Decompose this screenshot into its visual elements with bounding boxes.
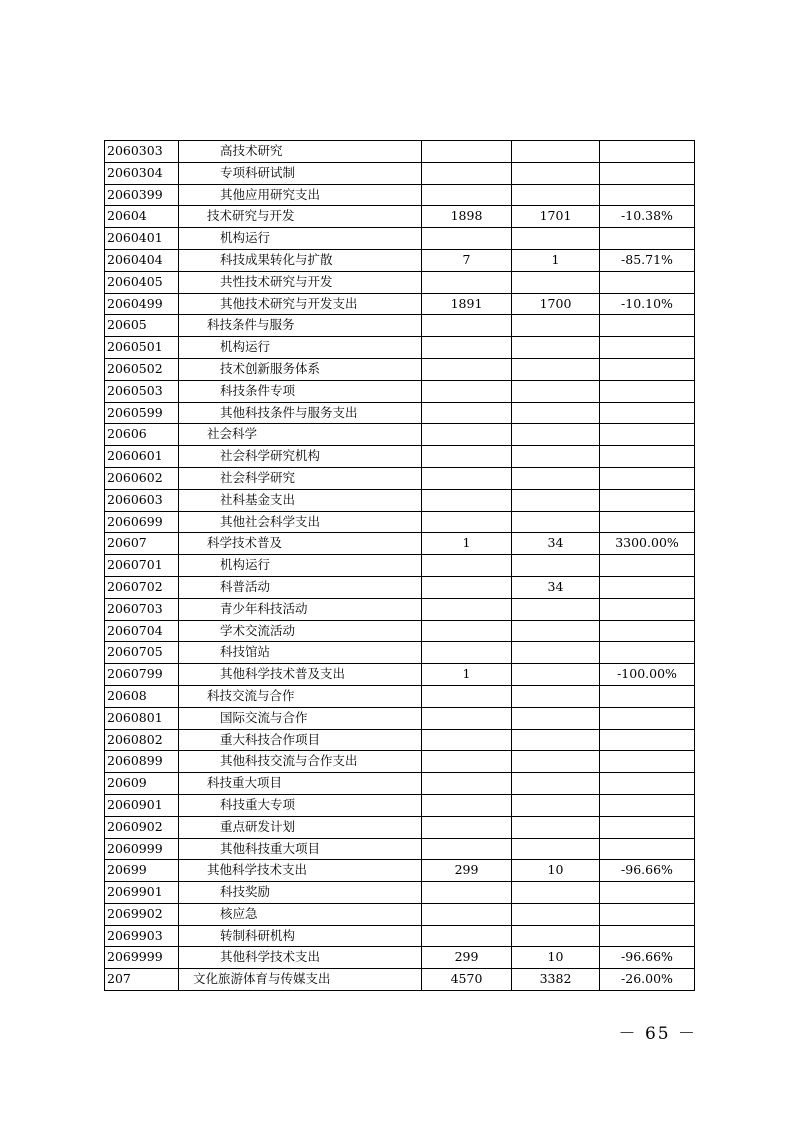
value-2-cell [512, 141, 600, 163]
table-row [105, 162, 695, 184]
change-rate-cell [600, 228, 695, 250]
value-2-cell [512, 446, 600, 468]
item-code-cell: 2060401 [105, 228, 179, 250]
item-name-cell: 高技术研究 [179, 141, 422, 163]
table-row [105, 337, 695, 359]
item-code-cell: 2060602 [105, 467, 179, 489]
item-name-cell: 社会科学研究机构 [179, 446, 422, 468]
item-name-cell: 机构运行 [179, 228, 422, 250]
value-1-cell [422, 424, 512, 446]
value-2-cell [512, 402, 600, 424]
table-row [105, 446, 695, 468]
item-name-cell: 其他科技条件与服务支出 [179, 402, 422, 424]
value-2-cell: 1700 [512, 293, 600, 315]
item-code-cell: 20608 [105, 685, 179, 707]
item-code-cell: 2060801 [105, 707, 179, 729]
value-1-cell [422, 402, 512, 424]
value-2-cell [512, 424, 600, 446]
value-2-cell: 10 [512, 947, 600, 969]
change-rate-cell: 3300.00% [600, 533, 695, 555]
value-2-cell [512, 903, 600, 925]
value-1-cell [422, 882, 512, 904]
item-name-cell: 其他社会科学支出 [179, 511, 422, 533]
table-row [105, 293, 695, 315]
item-name-cell: 机构运行 [179, 337, 422, 359]
value-1-cell [422, 576, 512, 598]
item-name-cell: 重大科技合作项目 [179, 729, 422, 751]
change-rate-cell [600, 489, 695, 511]
value-2-cell: 34 [512, 533, 600, 555]
table-row [105, 402, 695, 424]
table-row [105, 773, 695, 795]
table-row [105, 533, 695, 555]
value-1-cell: 299 [422, 860, 512, 882]
item-code-cell: 2060501 [105, 337, 179, 359]
table-row [105, 707, 695, 729]
table-row [105, 925, 695, 947]
table-row [105, 664, 695, 686]
item-code-cell: 2060701 [105, 555, 179, 577]
change-rate-cell [600, 576, 695, 598]
change-rate-cell: -10.10% [600, 293, 695, 315]
change-rate-cell [600, 184, 695, 206]
change-rate-cell [600, 903, 695, 925]
table-row [105, 598, 695, 620]
item-code-cell: 2060902 [105, 816, 179, 838]
item-code-cell: 2060499 [105, 293, 179, 315]
value-1-cell [422, 838, 512, 860]
table-row [105, 576, 695, 598]
item-name-cell: 学术交流活动 [179, 620, 422, 642]
item-code-cell: 2060399 [105, 184, 179, 206]
value-1-cell [422, 228, 512, 250]
value-1-cell [422, 446, 512, 468]
table-row [105, 511, 695, 533]
item-name-cell: 社科基金支出 [179, 489, 422, 511]
item-name-cell: 专项科研试制 [179, 162, 422, 184]
value-1-cell [422, 685, 512, 707]
item-name-cell: 转制科研机构 [179, 925, 422, 947]
value-2-cell [512, 751, 600, 773]
item-name-cell: 科普活动 [179, 576, 422, 598]
change-rate-cell [600, 162, 695, 184]
value-1-cell [422, 489, 512, 511]
item-name-cell: 机构运行 [179, 555, 422, 577]
value-1-cell [422, 141, 512, 163]
value-2-cell [512, 816, 600, 838]
change-rate-cell [600, 773, 695, 795]
item-name-cell: 其他科学技术支出 [179, 947, 422, 969]
item-code-cell: 2060303 [105, 141, 179, 163]
item-code-cell: 2069902 [105, 903, 179, 925]
value-1-cell: 7 [422, 249, 512, 271]
table-row [105, 903, 695, 925]
value-2-cell [512, 467, 600, 489]
change-rate-cell [600, 685, 695, 707]
item-code-cell: 2060705 [105, 642, 179, 664]
change-rate-cell [600, 555, 695, 577]
change-rate-cell [600, 424, 695, 446]
item-code-cell: 2060899 [105, 751, 179, 773]
table-row [105, 271, 695, 293]
change-rate-cell [600, 467, 695, 489]
change-rate-cell [600, 271, 695, 293]
item-name-cell: 科技重大项目 [179, 773, 422, 795]
change-rate-cell [600, 729, 695, 751]
table-row [105, 228, 695, 250]
table-row [105, 424, 695, 446]
table-row [105, 620, 695, 642]
table-row [105, 860, 695, 882]
value-2-cell: 1 [512, 249, 600, 271]
change-rate-cell [600, 315, 695, 337]
value-1-cell [422, 729, 512, 751]
value-2-cell: 10 [512, 860, 600, 882]
value-2-cell [512, 598, 600, 620]
item-name-cell: 科技馆站 [179, 642, 422, 664]
value-1-cell [422, 751, 512, 773]
item-code-cell: 2060704 [105, 620, 179, 642]
value-1-cell: 1898 [422, 206, 512, 228]
value-2-cell [512, 337, 600, 359]
item-code-cell: 20607 [105, 533, 179, 555]
item-code-cell: 2060404 [105, 249, 179, 271]
item-name-cell: 其他科技重大项目 [179, 838, 422, 860]
value-2-cell [512, 642, 600, 664]
change-rate-cell [600, 794, 695, 816]
table-row [105, 882, 695, 904]
change-rate-cell [600, 925, 695, 947]
table-row [105, 751, 695, 773]
value-1-cell [422, 816, 512, 838]
item-code-cell: 2069903 [105, 925, 179, 947]
value-2-cell [512, 162, 600, 184]
change-rate-cell [600, 882, 695, 904]
value-2-cell [512, 664, 600, 686]
value-1-cell [422, 925, 512, 947]
item-code-cell: 2060503 [105, 380, 179, 402]
change-rate-cell [600, 620, 695, 642]
change-rate-cell [600, 380, 695, 402]
item-name-cell: 核应急 [179, 903, 422, 925]
value-2-cell [512, 315, 600, 337]
table-row [105, 685, 695, 707]
change-rate-cell [600, 707, 695, 729]
item-code-cell: 2060502 [105, 358, 179, 380]
value-1-cell: 1891 [422, 293, 512, 315]
value-1-cell [422, 511, 512, 533]
change-rate-cell [600, 446, 695, 468]
change-rate-cell: -100.00% [600, 664, 695, 686]
value-1-cell [422, 467, 512, 489]
item-code-cell: 2060601 [105, 446, 179, 468]
value-2-cell [512, 729, 600, 751]
table-row [105, 816, 695, 838]
item-name-cell: 科学技术普及 [179, 533, 422, 555]
change-rate-cell: -96.66% [600, 860, 695, 882]
change-rate-cell [600, 141, 695, 163]
value-1-cell [422, 358, 512, 380]
item-code-cell: 2060802 [105, 729, 179, 751]
change-rate-cell: -85.71% [600, 249, 695, 271]
item-code-cell: 2069901 [105, 882, 179, 904]
value-2-cell [512, 511, 600, 533]
table-row [105, 467, 695, 489]
table-row [105, 838, 695, 860]
item-code-cell: 2060599 [105, 402, 179, 424]
value-1-cell [422, 598, 512, 620]
value-2-cell [512, 489, 600, 511]
value-1-cell: 4570 [422, 969, 512, 991]
change-rate-cell [600, 402, 695, 424]
change-rate-cell: -96.66% [600, 947, 695, 969]
value-1-cell [422, 184, 512, 206]
item-name-cell: 社会科学 [179, 424, 422, 446]
item-name-cell: 科技条件与服务 [179, 315, 422, 337]
value-2-cell [512, 794, 600, 816]
item-code-cell: 2060901 [105, 794, 179, 816]
value-2-cell [512, 882, 600, 904]
value-1-cell: 299 [422, 947, 512, 969]
change-rate-cell [600, 337, 695, 359]
table-row [105, 206, 695, 228]
value-1-cell [422, 337, 512, 359]
item-name-cell: 科技交流与合作 [179, 685, 422, 707]
table-row [105, 969, 695, 991]
item-name-cell: 科技条件专项 [179, 380, 422, 402]
item-code-cell: 20605 [105, 315, 179, 337]
page-number: － 65 － [618, 1024, 697, 1044]
table-row [105, 358, 695, 380]
value-1-cell [422, 620, 512, 642]
item-name-cell: 重点研发计划 [179, 816, 422, 838]
value-1-cell [422, 773, 512, 795]
value-2-cell [512, 838, 600, 860]
change-rate-cell: -10.38% [600, 206, 695, 228]
value-1-cell [422, 315, 512, 337]
value-1-cell [422, 707, 512, 729]
item-code-cell: 20606 [105, 424, 179, 446]
value-2-cell: 34 [512, 576, 600, 598]
item-name-cell: 社会科学研究 [179, 467, 422, 489]
table-row [105, 729, 695, 751]
change-rate-cell [600, 598, 695, 620]
value-2-cell [512, 228, 600, 250]
value-1-cell [422, 162, 512, 184]
item-name-cell: 其他科学技术普及支出 [179, 664, 422, 686]
value-2-cell [512, 271, 600, 293]
table-row [105, 947, 695, 969]
value-1-cell [422, 555, 512, 577]
table-row [105, 315, 695, 337]
item-name-cell: 文化旅游体育与传媒支出 [179, 969, 422, 991]
change-rate-cell [600, 816, 695, 838]
value-1-cell [422, 271, 512, 293]
table-row [105, 642, 695, 664]
item-code-cell: 2060405 [105, 271, 179, 293]
value-2-cell [512, 555, 600, 577]
table-row [105, 489, 695, 511]
value-1-cell [422, 380, 512, 402]
value-1-cell: 1 [422, 533, 512, 555]
value-2-cell [512, 184, 600, 206]
value-2-cell [512, 620, 600, 642]
table-row [105, 555, 695, 577]
value-2-cell [512, 380, 600, 402]
change-rate-cell [600, 642, 695, 664]
value-1-cell [422, 794, 512, 816]
item-name-cell: 共性技术研究与开发 [179, 271, 422, 293]
change-rate-cell [600, 838, 695, 860]
value-2-cell: 1701 [512, 206, 600, 228]
value-1-cell [422, 903, 512, 925]
item-name-cell: 科技成果转化与扩散 [179, 249, 422, 271]
table-body [105, 141, 695, 991]
item-code-cell: 20699 [105, 860, 179, 882]
table-row [105, 184, 695, 206]
table-row [105, 794, 695, 816]
value-2-cell [512, 773, 600, 795]
item-code-cell: 20604 [105, 206, 179, 228]
change-rate-cell: -26.00% [600, 969, 695, 991]
value-2-cell [512, 707, 600, 729]
item-name-cell: 科技重大专项 [179, 794, 422, 816]
value-2-cell [512, 358, 600, 380]
table-row [105, 249, 695, 271]
table-row [105, 380, 695, 402]
table-row [105, 141, 695, 163]
item-code-cell: 2060999 [105, 838, 179, 860]
change-rate-cell [600, 358, 695, 380]
budget-table [104, 140, 695, 991]
item-code-cell: 2060702 [105, 576, 179, 598]
item-code-cell: 2069999 [105, 947, 179, 969]
change-rate-cell [600, 511, 695, 533]
change-rate-cell [600, 751, 695, 773]
item-name-cell: 其他应用研究支出 [179, 184, 422, 206]
value-2-cell: 3382 [512, 969, 600, 991]
item-name-cell: 其他科学技术支出 [179, 860, 422, 882]
item-code-cell: 2060799 [105, 664, 179, 686]
item-name-cell: 科技奖励 [179, 882, 422, 904]
item-code-cell: 2060703 [105, 598, 179, 620]
value-2-cell [512, 685, 600, 707]
item-name-cell: 国际交流与合作 [179, 707, 422, 729]
value-1-cell: 1 [422, 664, 512, 686]
item-code-cell: 2060304 [105, 162, 179, 184]
item-name-cell: 青少年科技活动 [179, 598, 422, 620]
item-code-cell: 2060699 [105, 511, 179, 533]
item-code-cell: 2060603 [105, 489, 179, 511]
value-2-cell [512, 925, 600, 947]
value-1-cell [422, 642, 512, 664]
item-name-cell: 技术研究与开发 [179, 206, 422, 228]
item-name-cell: 技术创新服务体系 [179, 358, 422, 380]
item-name-cell: 其他科技交流与合作支出 [179, 751, 422, 773]
item-code-cell: 207 [105, 969, 179, 991]
item-code-cell: 20609 [105, 773, 179, 795]
item-name-cell: 其他技术研究与开发支出 [179, 293, 422, 315]
